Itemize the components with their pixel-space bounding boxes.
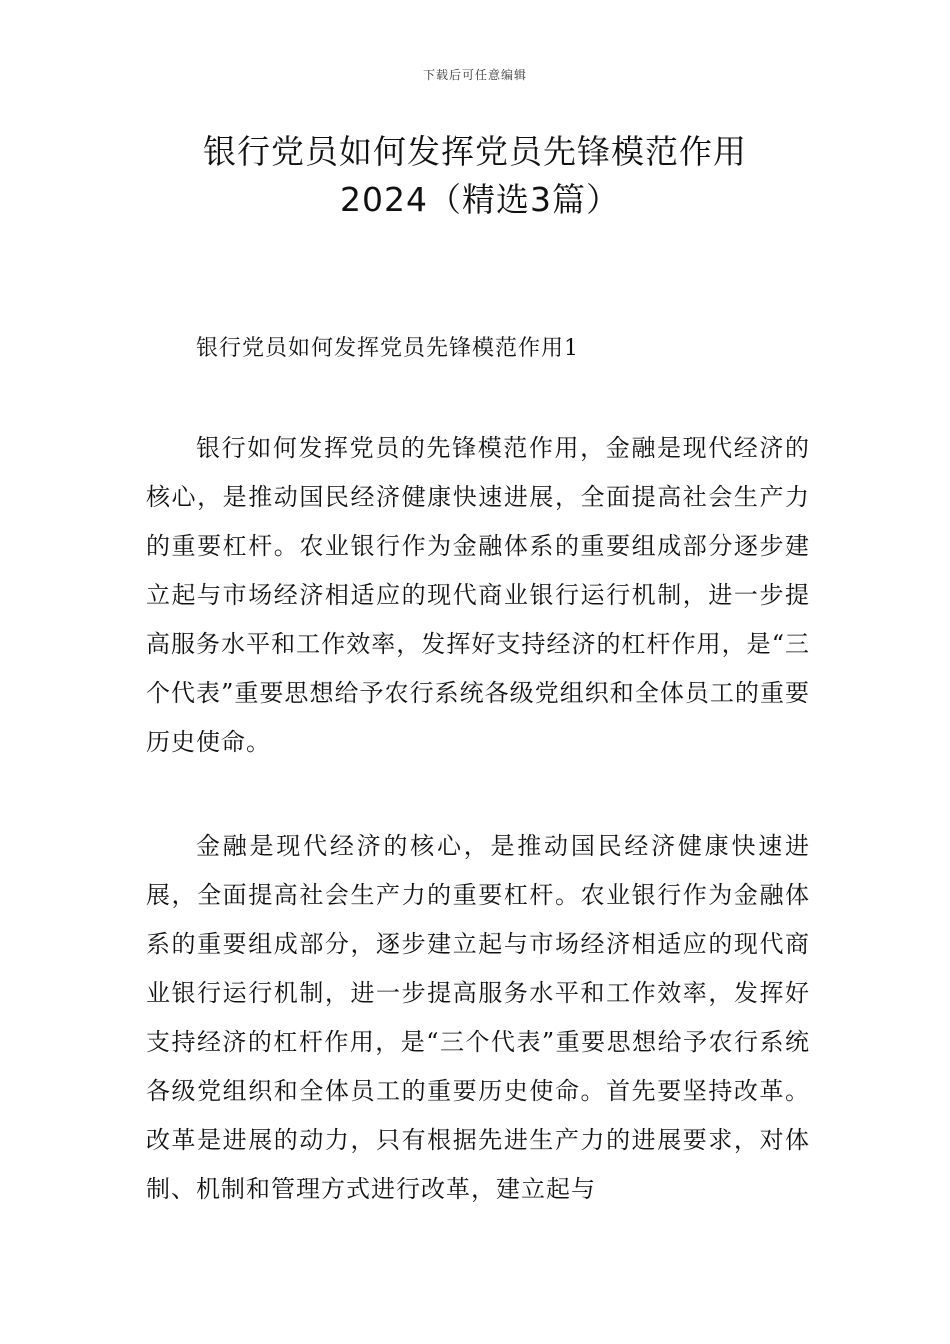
header-note: 下载后可任意编辑 <box>422 68 527 82</box>
title-line-2: 2024（精选3篇） <box>340 180 620 219</box>
body-paragraph-1: 银行如何发挥党员的先锋模范作用，金融是现代经济的核心，是推动国民经济健康快速进展，全面提高社会生产力的重要杠杆。农业银行作为金融体系的重要组成部分逐步建立起与市场经济相适应的现代商业银行运行机制，进一步提高服务水平和工作效率，发挥好支持经济的杠杆作用，是“三个代表”重要思想给予农行系统各级党组织和全体员工的重要历史使命。 <box>146 434 810 756</box>
title-line-1: 银行党员如何发挥党员先锋模范作用 <box>203 132 747 171</box>
section-heading: 银行党员如何发挥党员先锋模范作用1 <box>196 336 579 361</box>
document-title <box>0 128 950 224</box>
body-paragraph-2: 金融是现代经济的核心，是推动国民经济健康快速进展，全面提高社会生产力的重要杠杆。农业银行作为金融体系的重要组成部分，逐步建立起与市场经济相适应的现代商业银行运行机制，进一步提高服务水平和工作效率，发挥好支持经济的杠杆作用，是“三个代表”重要思想给予农行系统各级党组织和全体员工的重要历史使命。首先要坚持改革。改革是进展的动力，只有根据先进生产力的进展要求，对体制、机制和管理方式进行改革，建立起与 <box>146 832 810 1203</box>
